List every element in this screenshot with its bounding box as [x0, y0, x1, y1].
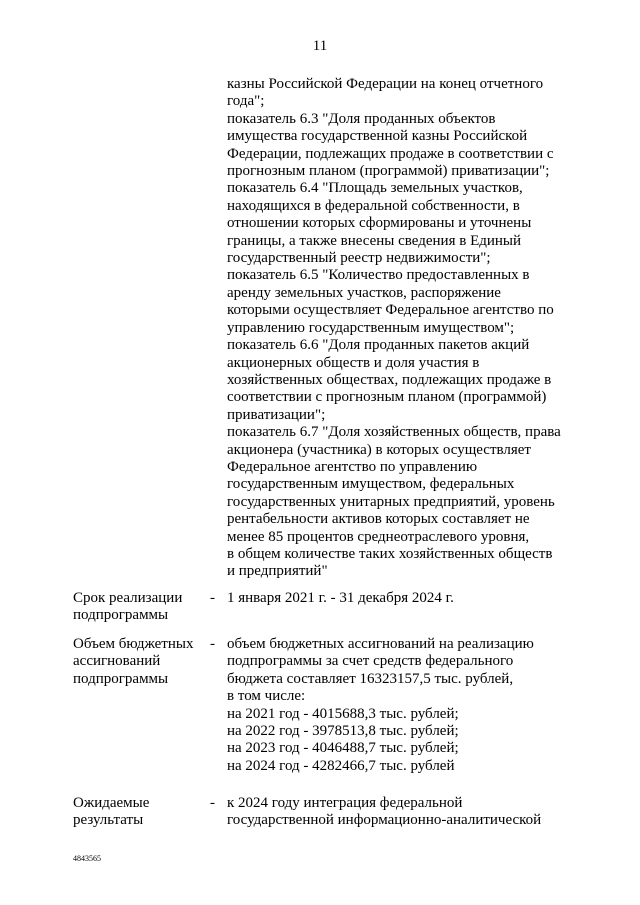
value-line: государственной информационно-аналитической	[227, 812, 542, 829]
text-line: Федеральное агентство по управлению	[227, 458, 478, 475]
text-line: года";	[227, 93, 265, 110]
term-dash: -	[210, 590, 215, 606]
text-line: акционера (участника) в которых осуществляет	[227, 441, 531, 458]
label-line: ассигнований	[73, 653, 161, 670]
value-line: на 2024 год - 4282466,7 тыс. рублей	[227, 757, 455, 774]
text-line: показатель 6.6 "Доля проданных пакетов акций	[227, 337, 530, 354]
results-label	[73, 795, 203, 830]
text-line: приватизации";	[227, 406, 326, 423]
text-line: имущества государственной казны Российской	[227, 128, 528, 145]
results-dash: -	[210, 795, 215, 811]
value-line: 1 января 2021 г. - 31 декабря 2024 г.	[227, 590, 454, 606]
text-line: государственный реестр недвижимости";	[227, 250, 491, 267]
indicator-continuation	[227, 76, 587, 581]
text-line: которыми осуществляет Федеральное агентство по	[227, 302, 554, 319]
value-line: на 2021 год - 4015688,3 тыс. рублей;	[227, 705, 459, 722]
label-line: Ожидаемые	[73, 795, 150, 811]
text-line: показатель 6.5 "Количество предоставленных в	[227, 267, 530, 284]
text-line: акционерных обществ и доля участия в	[227, 354, 480, 371]
budget-dash: -	[210, 636, 215, 652]
text-line: Федерации, подлежащих продаже в соответствии с	[227, 145, 554, 162]
text-line: рентабельности активов которых составляет не	[227, 511, 530, 528]
term-value	[227, 590, 587, 607]
text-line: границы, а также внесены сведения в Единый	[227, 232, 522, 249]
text-line: соответствии с прогнозным планом (программой)	[227, 389, 547, 406]
value-line: к 2024 году интеграция федеральной	[227, 795, 463, 811]
label-line: Срок реализации	[73, 590, 183, 606]
value-line: на 2023 год - 4046488,7 тыс. рублей;	[227, 740, 459, 757]
label-line: Объем бюджетных	[73, 636, 194, 652]
label-line: подпрограммы	[73, 670, 169, 687]
text-line: прогнозным планом (программой) приватизации";	[227, 163, 550, 180]
text-line: казны Российской Федерации на конец отчетного	[227, 76, 544, 92]
text-line: управлению государственным имуществом";	[227, 319, 515, 336]
value-line: подпрограммы за счет средств федерального	[227, 653, 514, 670]
document-code: 4843565	[73, 854, 101, 863]
value-line: объем бюджетных ассигнований на реализацию	[227, 636, 534, 652]
budget-value	[227, 636, 587, 775]
text-line: государственных унитарных предприятий, уровень	[227, 493, 555, 510]
text-line: аренду земельных участков, распоряжение	[227, 284, 501, 301]
page-number: 11	[312, 38, 328, 54]
text-line: отношении которых сформированы и уточнены	[227, 215, 532, 232]
value-line: на 2022 год - 3978513,8 тыс. рублей;	[227, 723, 459, 740]
label-line: подпрограммы	[73, 607, 169, 624]
term-label	[73, 590, 203, 625]
budget-label	[73, 636, 203, 688]
text-line: показатель 6.3 "Доля проданных объектов	[227, 110, 496, 127]
text-line: находящихся в федеральной собственности, в	[227, 197, 520, 214]
label-line: результаты	[73, 812, 144, 829]
text-line: государственным имуществом, федеральных	[227, 476, 515, 493]
text-line: показатель 6.7 "Доля хозяйственных обществ, права	[227, 424, 561, 441]
results-value	[227, 795, 587, 830]
text-line: менее 85 процентов среднеотраслевого уровня,	[227, 528, 530, 545]
text-line: и предприятий"	[227, 563, 328, 580]
value-line: бюджета составляет 16323157,5 тыс. рублей,	[227, 670, 514, 687]
value-line: в том числе:	[227, 688, 306, 705]
text-line: показатель 6.4 "Площадь земельных участков,	[227, 180, 523, 197]
text-line: хозяйственных обществах, подлежащих продаже в	[227, 371, 552, 388]
text-line: в общем количестве таких хозяйственных обществ	[227, 545, 553, 562]
